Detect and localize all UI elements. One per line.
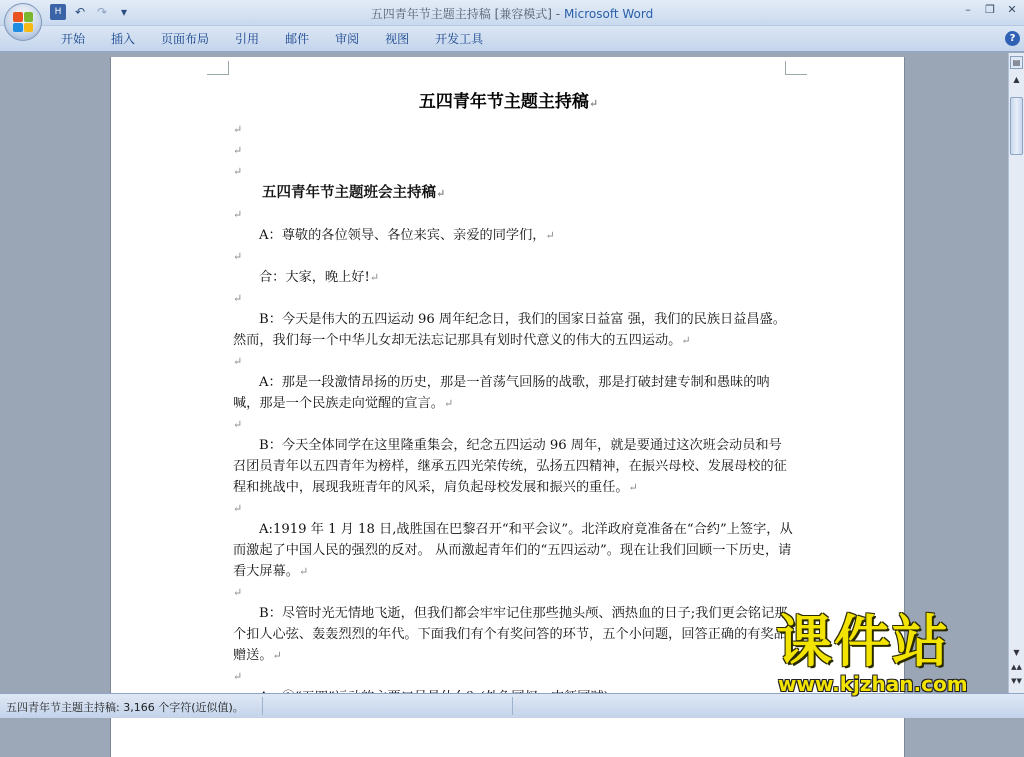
- paragraph-mark-icon: ↵: [436, 187, 446, 200]
- window-title: [0, 5, 1024, 22]
- status-word-count[interactable]: 五四青年节主题主持稿: 3,166 个字符(近似值)。: [6, 701, 244, 714]
- body-paragraph: [233, 267, 793, 288]
- close-icon[interactable]: ✕: [1007, 3, 1017, 16]
- ribbon-tab[interactable]: 开发工具: [435, 32, 484, 46]
- paragraph-mark-icon: ↵: [444, 397, 454, 410]
- paragraph-mark-icon: ↵: [233, 144, 243, 157]
- paragraph-mark-icon: ↵: [233, 418, 243, 431]
- ribbon-tab[interactable]: 页面布局: [161, 32, 210, 46]
- empty-paragraph: [233, 351, 793, 372]
- app-name: Microsoft Word: [563, 7, 654, 21]
- paragraph-mark-icon: ↵: [233, 586, 243, 599]
- section-heading: [233, 182, 793, 204]
- ribbon-tab[interactable]: 引用: [235, 32, 260, 46]
- minimize-icon[interactable]: –: [965, 3, 971, 16]
- body-paragraph: [233, 372, 793, 414]
- window-controls: [962, 3, 1018, 16]
- paragraph-text: B：今天是伟大的五四运动 96 周年纪念日，我们的国家日益富 强，我们的民族日益昌盛。然而，我们每一个中华儿女却无法忘记那具有划时代意义的伟大的五四运动。: [233, 312, 786, 348]
- scroll-up-icon[interactable]: ▲: [1013, 75, 1020, 84]
- paragraph-mark-icon: ↵: [628, 481, 638, 494]
- body-paragraph: [233, 435, 793, 498]
- document-title-text: 五四青年节主题主持稿: [418, 92, 589, 112]
- empty-paragraph: [233, 119, 793, 140]
- scroll-thumb[interactable]: [1010, 97, 1023, 155]
- status-bar: [0, 693, 1024, 718]
- empty-paragraph: [233, 414, 793, 435]
- title-separator: -: [551, 7, 564, 21]
- paragraph-mark-icon: ↵: [272, 649, 282, 662]
- paragraph-text: A：那是一段激情昂扬的历史，那是一首荡气回肠的战歌，那是打破封建专制和愚昧的呐喊，那是一个民族走向觉醒的宣言。: [233, 375, 770, 411]
- save-icon[interactable]: H: [50, 4, 66, 20]
- office-logo-icon: [13, 12, 33, 32]
- empty-paragraph: [233, 161, 793, 182]
- empty-paragraph: [233, 246, 793, 267]
- paragraph-mark-icon: ↵: [233, 292, 243, 305]
- margin-corner-left: [207, 61, 229, 75]
- document-title: [111, 87, 906, 112]
- paragraph-mark-icon: ↵: [298, 565, 309, 578]
- ribbon-tab[interactable]: 审阅: [335, 32, 360, 46]
- redo-icon[interactable]: ↷: [96, 5, 108, 19]
- restore-icon[interactable]: ❐: [985, 3, 995, 16]
- margin-corner-right: [785, 61, 807, 75]
- vertical-scrollbar[interactable]: [1008, 53, 1024, 693]
- paragraph-mark-icon: ↵: [233, 123, 243, 136]
- undo-icon[interactable]: ↶: [74, 5, 86, 19]
- office-button[interactable]: [4, 3, 42, 41]
- empty-paragraph: [233, 204, 793, 225]
- ribbon-tabs: [48, 31, 496, 47]
- paragraph-mark-icon: ↵: [233, 670, 243, 683]
- ribbon-tab[interactable]: 开始: [61, 32, 86, 46]
- title-bar: [0, 0, 1024, 26]
- body-paragraph: [233, 603, 793, 666]
- paragraph-mark-icon: ↵: [233, 355, 243, 368]
- empty-paragraph: [233, 288, 793, 309]
- body-paragraph: [233, 519, 793, 582]
- document-workspace: [0, 53, 1008, 693]
- empty-paragraph: [233, 582, 793, 603]
- paragraph-text: A：尊敬的各位领导、各位来宾、亲爱的同学们，: [259, 228, 546, 243]
- paragraph-mark-icon: ↵: [545, 229, 555, 242]
- ribbon-tab[interactable]: 邮件: [285, 32, 310, 46]
- paragraph-mark-icon: ↵: [233, 502, 243, 515]
- view-ruler-icon[interactable]: ▤: [1010, 56, 1023, 69]
- empty-paragraph: [233, 666, 793, 687]
- paragraph-mark-icon: ↵: [369, 271, 380, 284]
- body-paragraph: [233, 225, 793, 246]
- paragraph-mark-icon: ↵: [588, 97, 599, 110]
- watermark-url: www.kjzhan.com: [778, 672, 968, 696]
- status-divider: [512, 697, 513, 715]
- scroll-down-icon[interactable]: ▼: [1013, 648, 1020, 657]
- customize-qat-icon[interactable]: ▾: [120, 5, 128, 19]
- document-body[interactable]: [233, 119, 793, 708]
- help-icon[interactable]: ?: [1005, 31, 1020, 46]
- paragraph-mark-icon: ↵: [233, 208, 243, 221]
- paragraph-mark-icon: ↵: [233, 165, 243, 178]
- ribbon-tab-bar: [0, 26, 1024, 52]
- next-page-icon[interactable]: ▼▼: [1011, 677, 1022, 685]
- status-divider: [262, 697, 263, 715]
- previous-page-icon[interactable]: ▲▲: [1011, 663, 1022, 671]
- paragraph-text: 合：大家，晚上好!: [259, 270, 370, 285]
- paragraph-text: A:1919 年 1 月 18 日,战胜国在巴黎召开“和平会议”。北洋政府竟准备在“合约”上签字，从而激起了中国人民的强烈的反对。 从而激起青年们的“五四运动”。现在让我们回顾一下历史，请看大屏幕。: [233, 522, 793, 579]
- ribbon-tab[interactable]: 插入: [111, 32, 136, 46]
- ribbon-tab[interactable]: 视图: [385, 32, 410, 46]
- paragraph-text: B：今天全体同学在这里隆重集会，纪念五四运动 96 周年，就是要通过这次班会动员和号召团员青年以五四青年为榜样，继承五四光荣传统，弘扬五四精神，在振兴母校、发展母校的征程和挑战中，展现我班青年的风采，肩负起母校发展和振兴的重任。: [233, 438, 787, 495]
- paragraph-text: B：尽管时光无情地飞逝，但我们都会牢牢记住那些抛头颅、洒热血的日子;我们更会铭记那个扣人心弦、轰轰烈烈的年代。下面我们有个有奖问答的环节，五个小问题，回答正确的有奖品赠送。: [233, 606, 788, 663]
- paragraph-text: 五四青年节主题班会主持稿: [262, 184, 436, 201]
- paragraph-mark-icon: ↵: [681, 334, 691, 347]
- empty-paragraph: [233, 140, 793, 161]
- document-name: 五四青年节主题主持稿: [370, 7, 491, 21]
- paragraph-mark-icon: ↵: [233, 250, 243, 263]
- body-paragraph: [233, 309, 793, 351]
- watermark-logo: [770, 612, 1010, 694]
- empty-paragraph: [233, 498, 793, 519]
- compat-mode: [兼容模式]: [494, 7, 552, 21]
- watermark-title: 课件站: [776, 610, 950, 675]
